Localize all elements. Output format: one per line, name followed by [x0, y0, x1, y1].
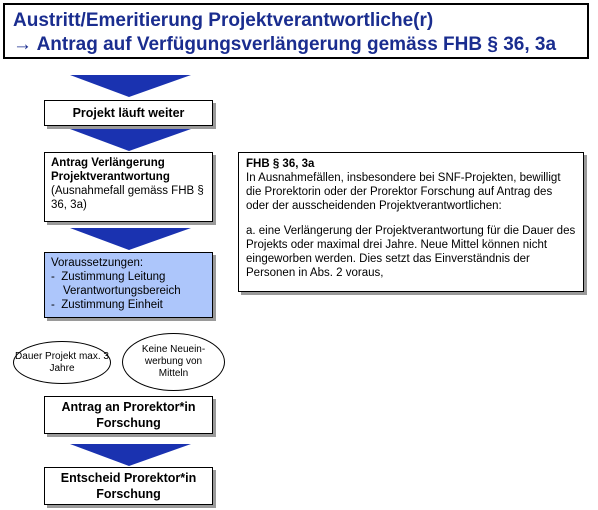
- condition-neueinwerbung-label: Keine Neuein-werbung von Mitteln: [141, 344, 206, 379]
- condition-dauer-projekt: [13, 341, 111, 384]
- step-antrag-verlaengerung: [44, 152, 213, 222]
- voraussetzungen-list: [51, 270, 206, 312]
- voraussetzung-item: - Zustimmung Leitung Verantwortungsbereich: [51, 270, 206, 298]
- fhb-reference-box: [238, 152, 584, 292]
- step-projekt-laeuft-weiter-label: Projekt läuft weiter: [72, 106, 185, 120]
- step-projekt-laeuft-weiter: [44, 100, 213, 126]
- fhb-title: FHB § 36, 3a: [246, 158, 315, 170]
- step-antrag-note: (Ausnahmefall gemäss FHB § 36, 3a): [51, 185, 204, 211]
- step-entscheid-prorektor: [44, 467, 213, 505]
- fhb-paragraph-2: a. eine Verlängerung der Projektverantwortung für die Dauer des Projekts oder maximal drei Jahre. Neue Mittel können nicht eingeworben werden. Dies setzt das Einverständnis der Personen in Abs. 2 voraus,: [246, 225, 576, 279]
- voraussetzungen-label: Voraussetzungen:: [51, 257, 144, 269]
- arrow-down-1: [70, 75, 191, 97]
- step-antrag-prorektor-label: Antrag an Prorektor*in Forschung: [61, 400, 196, 430]
- title-line-2: → Antrag auf Verfügungsverlängerung gemäss FHB § 36, 3a: [13, 34, 557, 55]
- arrow-down-4: [70, 444, 191, 466]
- arrow-down-2: [70, 129, 191, 151]
- arrow-down-3: [70, 228, 191, 250]
- condition-dauer-label: Dauer Projekt max. 3 Jahre: [15, 350, 109, 374]
- step-entscheid-label: Entscheid Prorektor*in Forschung: [60, 471, 197, 501]
- step-voraussetzungen: [44, 252, 213, 318]
- condition-keine-neueinwerbung: [122, 333, 225, 391]
- fhb-paragraph-1: In Ausnahmefällen, insbesondere bei SNF-Projekten, bewilligt die Prorektorin oder der Prorektor Forschung auf Antrag des oder der ausscheidenden Projektverantwortlichen:: [246, 172, 561, 212]
- title-line-1: Austritt/Emeritierung Projektverantwortliche(r): [13, 10, 434, 31]
- step-antrag-prorektor: [44, 396, 213, 434]
- voraussetzung-item: - Zustimmung Einheit: [51, 298, 206, 312]
- step-antrag-title: Antrag Verlängerung Projektverantwortung: [51, 157, 170, 183]
